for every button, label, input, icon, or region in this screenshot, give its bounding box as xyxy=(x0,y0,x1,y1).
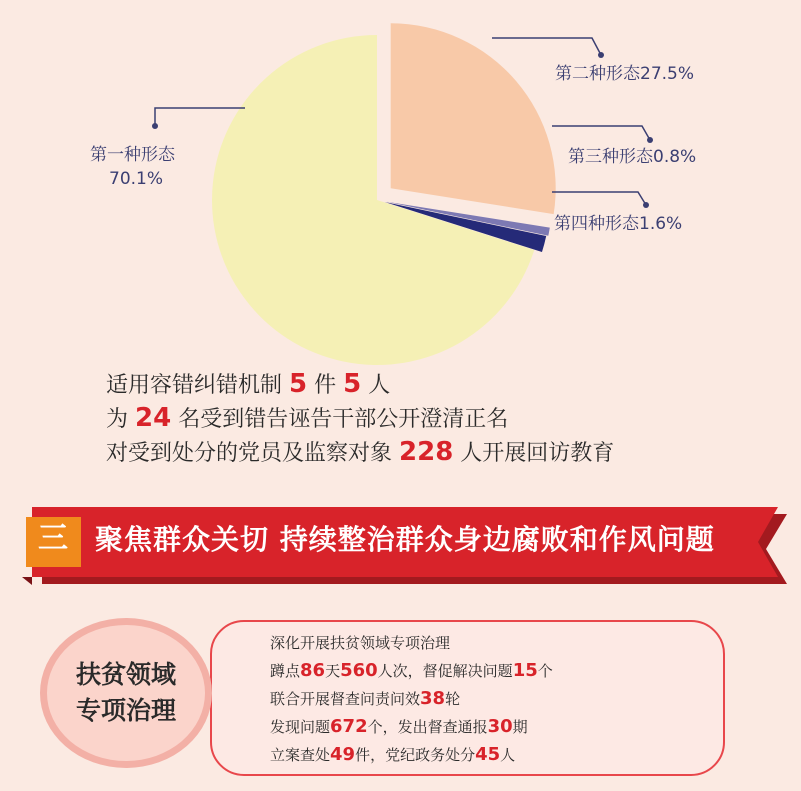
topic-line-4 xyxy=(270,713,553,741)
stat-text: 适用容错纠错机制 xyxy=(106,373,283,398)
pie-chart xyxy=(0,0,801,370)
topic-number: 86 xyxy=(300,660,326,681)
topic-badge xyxy=(40,618,212,768)
slice-label-1: 第一种形态 xyxy=(90,145,175,165)
stat-number: 5 xyxy=(343,369,362,399)
topic-text: 人次，督促解决问题 xyxy=(377,662,513,680)
topic-line-5 xyxy=(270,741,553,769)
leader-line-4 xyxy=(552,192,646,205)
topic-text: 期 xyxy=(512,718,528,736)
leader-line-3 xyxy=(552,126,650,140)
leader-dot-1 xyxy=(152,123,158,129)
stat-text: 人 xyxy=(368,373,391,398)
topic-text: 蹲点 xyxy=(270,662,301,680)
section-number: 三 xyxy=(38,521,68,556)
topic-text: 人 xyxy=(500,746,516,764)
topic-text: 个 xyxy=(537,662,553,680)
topic-text: 个，发出督查通报 xyxy=(367,718,488,736)
topic-text: 联合开展督查问责问效 xyxy=(270,690,421,708)
slice-label-4: 第四种形态1.6% xyxy=(554,214,683,234)
topic-text: 天 xyxy=(325,662,341,680)
stat-line-3 xyxy=(106,436,614,470)
stat-line-2 xyxy=(106,402,614,436)
stat-number: 24 xyxy=(135,403,172,433)
section-title: 聚焦群众关切 持续整治群众身边腐败和作风问题 xyxy=(95,523,715,556)
stat-text: 人开展回访教育 xyxy=(460,441,615,466)
stat-line-1 xyxy=(106,368,614,402)
topic-text: 发现问题 xyxy=(270,718,331,736)
topic-line-3 xyxy=(270,685,553,713)
topic-number: 30 xyxy=(487,716,513,737)
slice-label-3: 第三种形态0.8% xyxy=(568,147,697,167)
leader-dot-3 xyxy=(647,137,653,143)
topic-number: 560 xyxy=(340,660,378,681)
pie-slice-2 xyxy=(391,23,556,214)
leader-line-2 xyxy=(492,38,601,55)
leader-dot-4 xyxy=(643,202,649,208)
leader-dot-2 xyxy=(598,52,604,58)
topic-number: 45 xyxy=(475,744,501,765)
topic-name-line1: 扶贫领域 xyxy=(75,660,176,689)
topic-number: 15 xyxy=(512,660,538,681)
topic-name-line2: 专项治理 xyxy=(75,696,176,725)
topic-line-1: 深化开展扶贫领域专项治理 xyxy=(270,634,451,652)
slice-label-2: 第二种形态27.5% xyxy=(555,64,695,84)
stat-text: 件 xyxy=(314,373,337,398)
topic-text: 立案查处 xyxy=(270,746,331,764)
stats-block xyxy=(106,368,614,470)
stat-text: 名受到错告诬告干部公开澄清正名 xyxy=(178,407,509,432)
topic-number: 38 xyxy=(420,688,446,709)
stat-number: 228 xyxy=(399,437,454,467)
topic-details xyxy=(270,630,553,769)
pie-slices xyxy=(212,23,556,365)
slice-value-1: 70.1% xyxy=(109,169,164,189)
topic-line-2 xyxy=(270,657,553,685)
topic-text: 件，党纪政务处分 xyxy=(355,746,476,764)
stat-text: 对受到处分的党员及监察对象 xyxy=(106,441,393,466)
topic-number: 672 xyxy=(330,716,368,737)
topic-text: 轮 xyxy=(445,690,461,708)
topic-number: 49 xyxy=(330,744,356,765)
stat-text: 为 xyxy=(106,407,129,432)
stat-number: 5 xyxy=(289,369,308,399)
banner-fold xyxy=(22,577,32,585)
